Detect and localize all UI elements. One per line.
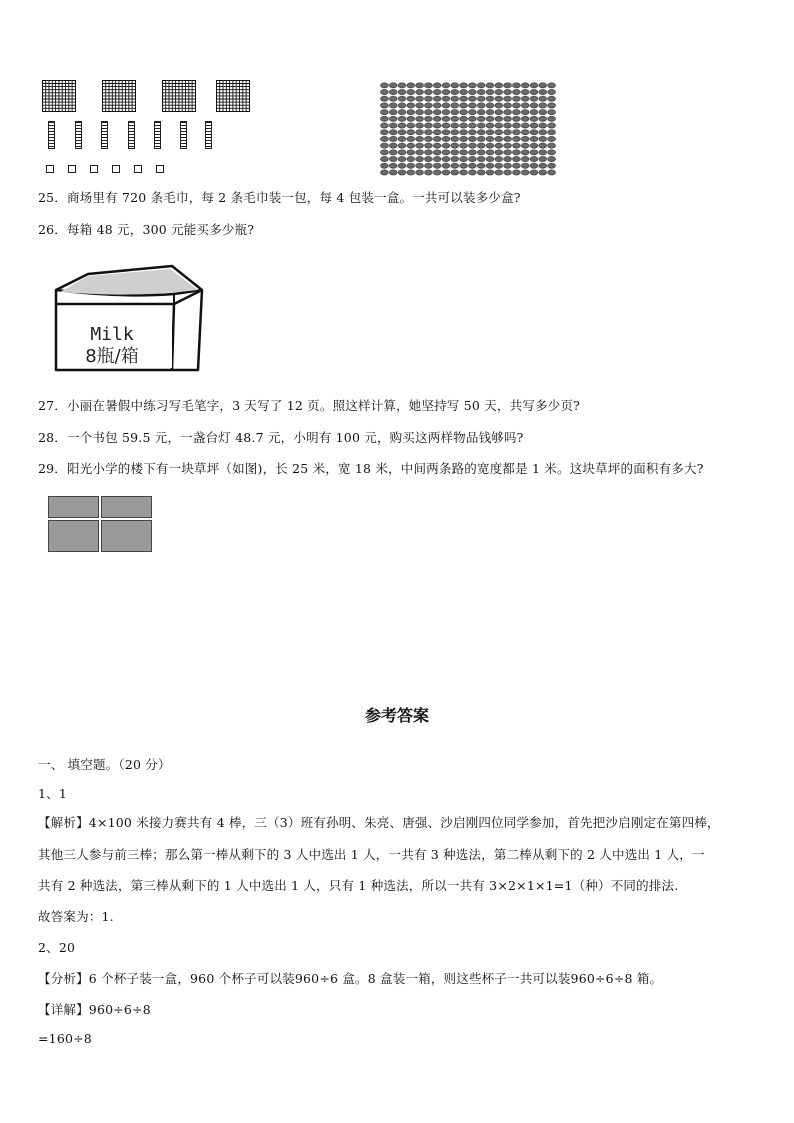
- answer-2-detail-line-2: =160÷8: [38, 1031, 92, 1046]
- question-25: 25．商场里有 720 条毛巾，每 2 条毛巾装一包，每 4 包装一盒。一共可以装多少盒?: [38, 190, 521, 205]
- unit-cube-4: [112, 165, 120, 173]
- ten-rod-4: [128, 121, 135, 149]
- answers-heading: 参考答案: [364, 706, 429, 725]
- unit-cube-5: [134, 165, 142, 173]
- milk-box-label-line1: Milk: [90, 324, 134, 345]
- dot-array-figure: [380, 82, 556, 176]
- question-26: 26．每箱 48 元，300 元能买多少瓶?: [38, 222, 255, 237]
- milk-box-label-line2: 8瓶/箱: [85, 346, 139, 367]
- milk-box-figure: [52, 260, 210, 376]
- ten-rod-2: [75, 121, 82, 149]
- answer-1-analysis-line-1: 【解析】4×100 米接力赛共有 4 棒，三（3）班有孙明、朱亮、唐强、沙启刚四位同学参加，首先把沙启刚定在第四棒，: [38, 815, 720, 830]
- answer-1-label: 1、1: [38, 786, 68, 801]
- hundred-square-3: [162, 80, 196, 112]
- question-28: 28．一个书包 59.5 元，一盏台灯 48.7 元，小明有 100 元，购买这两样物品钱够吗?: [38, 430, 524, 445]
- lawn-plot-bottom-right: [101, 520, 152, 552]
- answer-1-analysis-line-2: 其他三人参与前三棒；那么第一棒从剩下的 3 人中选出 1 人，一共有 3 种选法，第二棒从剩下的 2 人中选出 1 人，一: [38, 847, 705, 862]
- ten-rod-6: [180, 121, 187, 149]
- answer-2-detail-line-1: 【详解】960÷6÷8: [38, 1002, 151, 1017]
- ten-rod-5: [154, 121, 161, 149]
- lawn-plot-top-left: [48, 496, 99, 518]
- lawn-plot-top-right: [101, 496, 152, 518]
- ten-rod-1: [48, 121, 55, 149]
- unit-cube-3: [90, 165, 98, 173]
- answers-section-1-title: 一、 填空题。（20 分）: [38, 757, 171, 772]
- hundred-square-1: [42, 80, 76, 112]
- lawn-plot-bottom-left: [48, 520, 99, 552]
- question-29: 29．阳光小学的楼下有一块草坪（如图)，长 25 米，宽 18 米，中间两条路的宽度都是 1 米。这块草坪的面积有多大?: [38, 461, 704, 476]
- question-27: 27．小丽在暑假中练习写毛笔字，3 天写了 12 页。照这样计算，她坚持写 50 天，共写多少页?: [38, 398, 581, 413]
- hundred-square-4: [216, 80, 250, 112]
- unit-cube-6: [156, 165, 164, 173]
- unit-cube-1: [46, 165, 54, 173]
- ten-rod-3: [101, 121, 108, 149]
- answer-2-label: 2、20: [38, 940, 76, 955]
- ten-rod-7: [205, 121, 212, 149]
- answer-1-analysis-line-3: 共有 2 种选法，第三棒从剩下的 1 人中选出 1 人，只有 1 种选法，所以一共有 3×2×1×1=1（种）不同的排法.: [38, 878, 679, 893]
- unit-cube-2: [68, 165, 76, 173]
- answer-1-conclusion: 故答案为：1.: [38, 909, 114, 924]
- answer-2-analysis: 【分析】6 个杯子装一盒，960 个杯子可以装960÷6 盒。8 盒装一箱，则这些杯子一共可以装960÷6÷8 箱。: [38, 971, 663, 986]
- hundred-square-2: [102, 80, 136, 112]
